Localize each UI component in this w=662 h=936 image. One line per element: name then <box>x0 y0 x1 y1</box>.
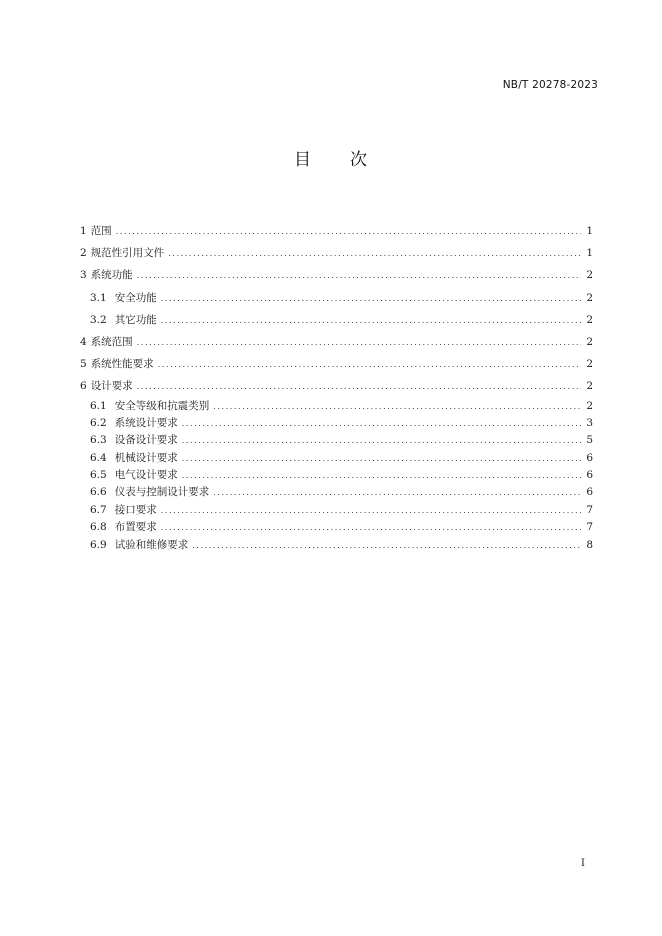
toc-entry[interactable] <box>80 353 593 375</box>
toc-entry[interactable] <box>80 375 593 397</box>
toc-entry-page: 5 <box>586 434 593 447</box>
toc-entry-title: 机械设计要求 <box>114 451 178 464</box>
toc-entry-page: 6 <box>586 469 593 482</box>
toc-subentry[interactable] <box>80 287 593 309</box>
toc-entry-title: 范围 <box>90 225 112 237</box>
toc-entry-number: 6.5 <box>90 469 107 482</box>
toc-entry-page: 6 <box>586 451 593 464</box>
toc-entry-number: 6.2 <box>90 416 107 429</box>
toc-entry-page: 2 <box>586 269 593 282</box>
toc-entry-number: 6 <box>80 380 87 393</box>
toc-entry-title: 规范性引用文件 <box>90 247 165 260</box>
toc-entry-page: 2 <box>586 380 593 393</box>
toc-leader-dots <box>182 450 581 467</box>
toc-subentry[interactable] <box>80 450 593 467</box>
toc-entry-page: 7 <box>586 521 593 534</box>
toc-leader-dots <box>182 432 581 449</box>
toc-entry-number: 6.7 <box>90 503 107 516</box>
toc-entry-title: 其它功能 <box>114 313 157 326</box>
toc-subentry[interactable] <box>80 309 593 331</box>
toc-entry-number: 6.6 <box>90 486 107 499</box>
toc-entry-title: 系统范围 <box>90 335 133 348</box>
toc-leader-dots <box>168 243 581 265</box>
toc-entry-title: 设计要求 <box>90 380 133 393</box>
toc-entry-number: 6.9 <box>90 538 107 551</box>
table-of-contents <box>80 220 593 554</box>
toc-entry-title: 系统设计要求 <box>114 416 178 429</box>
toc-entry[interactable] <box>80 242 593 264</box>
toc-title <box>0 145 662 170</box>
toc-entry-page: 2 <box>586 313 593 326</box>
toc-entry-number: 3.2 <box>90 313 107 326</box>
toc-entry[interactable] <box>80 264 593 286</box>
toc-entry-page: 2 <box>586 291 593 304</box>
toc-leader-dots <box>182 467 581 484</box>
toc-leader-dots <box>137 376 581 398</box>
toc-subentry[interactable] <box>80 467 593 484</box>
toc-leader-dots <box>161 310 581 332</box>
toc-entry[interactable] <box>80 220 593 242</box>
toc-subentry[interactable] <box>80 502 593 519</box>
toc-entry-title: 试验和维修要求 <box>114 538 189 551</box>
toc-entry-number: 3 <box>80 269 87 282</box>
page-folio: I <box>581 858 585 869</box>
toc-subentry[interactable] <box>80 415 593 432</box>
toc-entry-title: 仪表与控制设计要求 <box>114 486 210 499</box>
toc-entry-number: 6.4 <box>90 451 107 464</box>
toc-leader-dots <box>213 398 581 415</box>
toc-leader-dots <box>116 221 581 243</box>
toc-entry-number: 5 <box>80 358 87 371</box>
toc-title-char-2: 次 <box>350 150 368 170</box>
toc-entry-number: 6.1 <box>90 399 107 412</box>
toc-entry-title: 安全等级和抗震类别 <box>114 399 210 412</box>
toc-leader-dots <box>192 537 581 554</box>
toc-entry-number: 3.1 <box>90 291 107 304</box>
toc-entry-page: 2 <box>586 335 593 348</box>
toc-entry-page: 8 <box>586 538 593 551</box>
toc-entry-title: 安全功能 <box>114 291 157 304</box>
toc-entry-title: 接口要求 <box>114 503 157 516</box>
toc-entry[interactable] <box>80 331 593 353</box>
toc-entry-number: 4 <box>80 335 87 348</box>
toc-entry-page: 1 <box>586 247 593 260</box>
toc-entry-page: 3 <box>586 416 593 429</box>
toc-entry-title: 设备设计要求 <box>114 434 178 447</box>
toc-entry-title: 系统性能要求 <box>90 358 154 371</box>
toc-subentry[interactable] <box>80 484 593 501</box>
toc-entry-title: 电气设计要求 <box>114 469 178 482</box>
toc-leader-dots <box>137 332 581 354</box>
toc-leader-dots <box>161 519 581 536</box>
toc-subentry[interactable] <box>80 432 593 449</box>
toc-subentry[interactable] <box>80 519 593 536</box>
toc-entry-number: 1 <box>80 225 87 237</box>
toc-leader-dots <box>182 415 581 432</box>
toc-entry-number: 2 <box>80 247 87 260</box>
toc-leader-dots <box>158 354 581 376</box>
toc-entry-page: 6 <box>586 486 593 499</box>
standard-code: NB/T 20278-2023 <box>502 79 598 91</box>
toc-entry-page: 7 <box>586 503 593 516</box>
toc-leader-dots <box>161 502 581 519</box>
toc-leader-dots <box>161 288 581 310</box>
toc-entry-page: 1 <box>586 225 593 237</box>
toc-entry-number: 6.8 <box>90 521 107 534</box>
toc-subentry[interactable] <box>80 537 593 554</box>
toc-entry-page: 2 <box>586 358 593 371</box>
toc-entry-page: 2 <box>586 399 593 412</box>
toc-entry-number: 6.3 <box>90 434 107 447</box>
toc-leader-dots <box>137 265 581 287</box>
toc-subentry[interactable] <box>80 398 593 415</box>
toc-entry-title: 系统功能 <box>90 269 133 282</box>
toc-leader-dots <box>213 484 581 501</box>
toc-title-char-1: 目 <box>294 150 312 170</box>
toc-entry-title: 布置要求 <box>114 521 157 534</box>
